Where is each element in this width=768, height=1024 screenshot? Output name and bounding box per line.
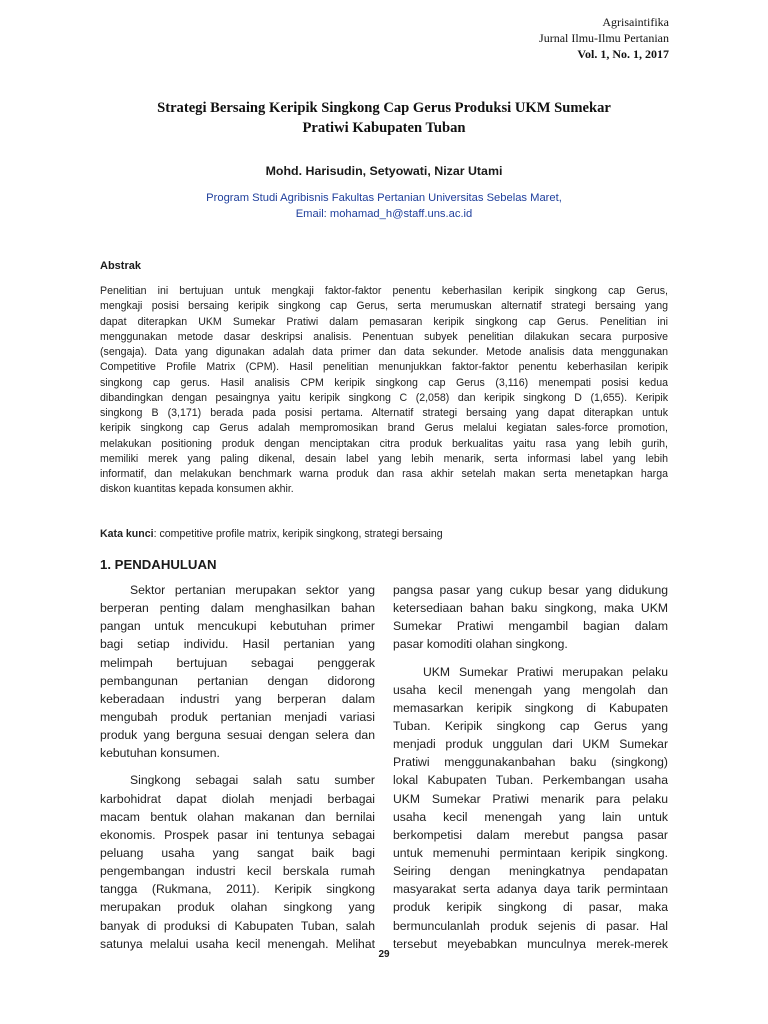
text-line: Tuban. Keripik singkong cap Gerus yang bbox=[393, 718, 668, 733]
text-line: karbohidrat dapat diolah menjadi berbagai bbox=[100, 791, 375, 806]
right-column bbox=[393, 581, 668, 953]
text-line: pasar komoditi olahan singkong. bbox=[393, 637, 568, 652]
text-line: (sengaja). Data yang digunakan adalah data primer dan data sekunder. Metode analisis data menggunakan bbox=[100, 346, 668, 358]
text-line: keberadaan industri yang berperan dalam bbox=[100, 691, 375, 706]
abstract-body bbox=[100, 284, 668, 498]
text-line: Singkong sebagai salah satu sumber bbox=[130, 773, 375, 788]
journal-subtitle: Jurnal Ilmu-Ilmu Pertanian bbox=[539, 31, 669, 45]
text-line: keripik singkong cap Gerus adalah mempromosikan brand Gerus melalui kegiatan sales-force promotion, bbox=[100, 422, 668, 435]
journal-volume: Vol. 1, No. 1, 2017 bbox=[577, 47, 669, 61]
text-line: dapat diterapkan UKM Sumekar Pratiwi dalam pemasaran keripik singkong cap Gerus. Penelitian ini bbox=[100, 315, 668, 328]
text-line: diskon kuantitas kepada konsumen akhir. bbox=[100, 483, 294, 496]
text-line: Seiring dengan meningkatnya pendapatan bbox=[393, 864, 668, 879]
text-line: macam bentuk olahan makanan dan bernilai bbox=[100, 809, 375, 824]
text-line: merupakan produk olahan singkong yang bbox=[100, 900, 375, 915]
text-line: untuk memenuhi permintaan keripik singkong. bbox=[393, 845, 668, 860]
text-line: satunya melalui usaha kecil menengah. Melihat bbox=[100, 936, 375, 951]
text-line: singkong cap gerus. Hasil analisis CPM keripik singkong cap Gerus (3,116) menempati posisi kedua bbox=[100, 376, 668, 389]
text-line: produk yang berguna sesuai dengan selera dan bbox=[100, 728, 375, 743]
text-line: melakukan positioning produk dengan menciptakan citra produk berkualitas yaitu rasa yang lebih gurih, bbox=[100, 437, 668, 450]
keywords-text: : competitive profile matrix, keripik singkong, strategi bersaing bbox=[153, 528, 443, 540]
text-line: ketersediaan bahan baku singkong, maka UKM bbox=[393, 601, 668, 616]
text-line: banyak di produksi di Kabupaten Tuban, salah bbox=[100, 918, 375, 933]
text-line: mengkaji posisi bersaing keripik singkong cap Gerus, serta merumuskan alternatif strategi bersaing yang bbox=[100, 300, 668, 313]
text-line: UKM Sumekar Pratiwi menarik para pelaku bbox=[393, 791, 668, 806]
text-line: pangan untuk mencukupi kebutuhan primer bbox=[100, 619, 375, 634]
journal-name: Agrisaintifika bbox=[602, 15, 669, 29]
text-line: tersebut meyebabkan munculnya merek-merek bbox=[393, 936, 668, 951]
text-line: melimpah bertujuan sebagai penggerak bbox=[100, 655, 375, 670]
paper-title bbox=[100, 98, 668, 138]
text-line: bermunculanlah produk sejenis di pasar. Hal bbox=[393, 918, 668, 933]
paragraph bbox=[100, 581, 375, 762]
text-line: memiliki merek yang paling dikenal, desain label yang lebih menarik, serta informasi label yang lebih bbox=[100, 452, 668, 465]
text-line: memasarkan keripik singkong di Kabupaten bbox=[393, 700, 668, 715]
text-line: Pratiwi menggunakanbahan baku (singkong) bbox=[393, 755, 668, 770]
text-line: ekonomis. Prospek pasar ini tentunya sebagai bbox=[100, 827, 375, 842]
text-line: usaha kecil menengah yang mengolah dan bbox=[393, 682, 668, 697]
affiliation-line: Program Studi Agribisnis Fakultas Pertanian Universitas Sebelas Maret, bbox=[206, 192, 562, 204]
text-line: mengubah produk pertanian menjadi variasi bbox=[100, 709, 375, 724]
text-line: Sektor pertanian merupakan sektor yang bbox=[130, 583, 375, 597]
abstract-heading: Abstrak bbox=[100, 260, 141, 272]
text-line: berkompetisi dalam merebut pangsa pasar bbox=[393, 827, 668, 842]
text-line: menggunakan metode dasar deskripsi analisis. Penentuan subyek penelitian dilakukan secara purposive bbox=[100, 330, 668, 343]
authors: Mohd. Harisudin, Setyowati, Nizar Utami bbox=[265, 164, 503, 178]
paragraph bbox=[393, 581, 668, 654]
keywords bbox=[100, 527, 668, 541]
text-line: produk keripik singkong di pasar, maka bbox=[393, 900, 668, 915]
text-line: bagi setiap individu. Hasil pertanian yang bbox=[100, 637, 375, 652]
text-line: singkong B (3,171) berada pada posisi pertama. Alternatif strategi bersaing yang dapat diterapkan untuk bbox=[100, 407, 668, 419]
section-heading: 1. PENDAHULUAN bbox=[100, 557, 217, 572]
text-line: UKM Sumekar Pratiwi merupakan pelaku bbox=[423, 664, 668, 679]
text-line: peluang usaha yang sangat baik bagi bbox=[100, 845, 375, 860]
text-line: lokal Kabupaten Tuban. Perkembangan usaha bbox=[393, 773, 668, 788]
text-line: usaha kecil menengah yang lain untuk bbox=[393, 809, 668, 824]
author-email: Email: mohamad_h@staff.uns.ac.id bbox=[295, 208, 473, 220]
text-line: dibandingkan dengan pesaingnya yaitu keripik singkong C (2,058) dan keripik singkong D (1,655). Keripik bbox=[100, 391, 668, 404]
keywords-label: Kata kunci bbox=[100, 528, 154, 540]
title-line: Strategi Bersaing Keripik Singkong Cap Gerus Produksi UKM Sumekar bbox=[157, 100, 611, 116]
text-line: Penelitian ini bertujuan untuk mengkaji faktor-faktor penentu keberhasilan keripik singkong cap Gerus, bbox=[100, 285, 668, 297]
text-line: kebutuhan konsumen. bbox=[100, 746, 220, 761]
text-line: berperan penting dalam menghasilkan bahan bbox=[100, 601, 375, 616]
affiliation bbox=[100, 190, 668, 222]
text-line: pangsa pasar yang cukup besar yang didukung bbox=[393, 583, 668, 597]
page-number: 29 bbox=[378, 949, 390, 960]
text-line: informatif, dan melakukan benchmark warna produk dan rasa akhir setelah makan serta menetapkan harga bbox=[100, 468, 668, 480]
text-line: pembangunan pertanian dengan didorong bbox=[100, 673, 375, 688]
text-line: masyarakat serta adanya daya tarik permintaan bbox=[393, 882, 668, 897]
text-line: Competitive Profile Matrix (CPM). Hasil penelitian menunjukkan faktor-faktor penentu keberhasilan keripik bbox=[100, 361, 668, 374]
left-column bbox=[100, 581, 375, 953]
title-line: Pratiwi Kabupaten Tuban bbox=[302, 120, 466, 136]
paragraph bbox=[393, 663, 668, 953]
text-line: tangga (Rukmana, 2011). Keripik singkong bbox=[100, 882, 375, 897]
text-line: Sumekar Pratiwi mengambil bagian dalam bbox=[393, 619, 668, 634]
journal-header bbox=[539, 14, 669, 62]
text-line: menjadi produk unggulan dari UKM Sumekar bbox=[393, 737, 668, 752]
text-line: pengembangan industri kecil berskala rumah bbox=[100, 864, 375, 879]
paragraph bbox=[100, 771, 375, 952]
